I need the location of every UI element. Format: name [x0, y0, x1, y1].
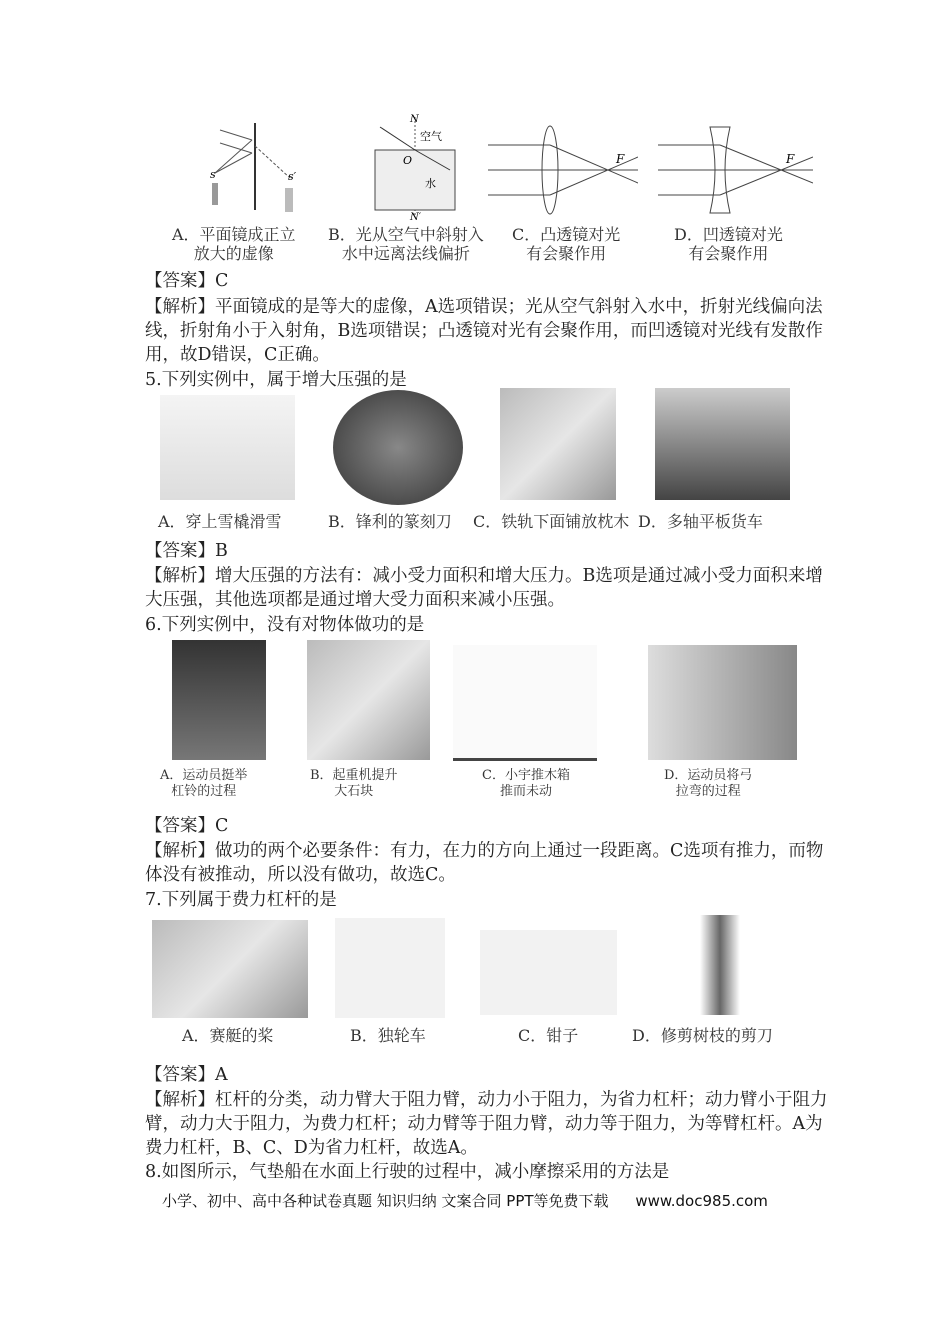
q4-answer: 【答案】C — [145, 271, 229, 291]
caption-line: A．运动员挺举 — [160, 768, 248, 783]
q8-question: 8.如图所示，气垫船在水面上行驶的过程中，减小摩擦采用的方法是 — [145, 1162, 670, 1182]
refraction-diagram — [370, 112, 460, 222]
plane-mirror-diagram — [200, 118, 310, 213]
q4-caption-a — [172, 225, 296, 263]
q7-analysis-line: 臂，动力大于阻力，为费力杠杆；动力臂等于阻力臂，动力等于阻力，为等臂杠杆。A为 — [145, 1114, 823, 1134]
q6-question: 6.下列实例中，没有对物体做功的是 — [145, 615, 425, 635]
q5-caption-b: B．锋利的篆刻刀 — [328, 512, 452, 531]
q5-answer: 【答案】B — [145, 541, 228, 561]
q6-caption-b — [310, 768, 398, 800]
q5-caption-c: C．铁轨下面铺放枕木 — [473, 512, 630, 531]
convex-lens-diagram — [488, 125, 638, 215]
q6-caption-d — [664, 768, 752, 800]
truck-wheels-photo — [655, 388, 790, 500]
caption-line: 杠铃的过程 — [171, 784, 237, 799]
svg-text:水: 水 — [425, 177, 436, 190]
wheelbarrow-drawing — [335, 918, 445, 1018]
q5-analysis-line: 【解析】增大压强的方法有：减小受力面积和增大压力。B选项是通过减小受力面积来增 — [145, 566, 823, 586]
pushing-box-drawing — [453, 645, 597, 761]
q7-caption-c: C．钳子 — [518, 1026, 579, 1045]
caption-line: 放大的虚像 — [193, 244, 274, 263]
caption-line: B．光从空气中斜射入 — [328, 225, 484, 244]
caption-line: B．起重机提升 — [310, 768, 398, 783]
carving-knife-photo — [333, 390, 463, 505]
caption-line: D．运动员将弓 — [664, 768, 753, 783]
footer-text: 小学、初中、高中各种试卷真题 知识归纳 文案合同 PPT等免费下载 — [162, 1192, 609, 1210]
concave-lens-diagram — [658, 125, 813, 215]
q6-caption-c — [482, 768, 570, 800]
q4-analysis-line: 线，折射角小于入射角，B选项错误；凸透镜对光有会聚作用，而凹透镜对光线有发散作 — [145, 321, 823, 341]
shears-drawing — [700, 915, 740, 1015]
caption-line: 大石块 — [334, 784, 374, 799]
caption-line: A．平面镜成正立 — [172, 225, 296, 244]
svg-text:s′: s′ — [288, 170, 297, 183]
crane-photo — [307, 640, 430, 760]
q5-analysis-line: 大压强，其他选项都是通过增大受力面积来减小压强。 — [145, 590, 565, 610]
q4-caption-c — [512, 225, 620, 263]
svg-text:N′: N′ — [410, 212, 422, 222]
q6-analysis-line: 体没有被推动，所以没有做功，故选C。 — [145, 865, 456, 885]
rowing-photo — [152, 920, 308, 1018]
q7-answer: 【答案】A — [145, 1065, 228, 1085]
skiing-photo — [160, 395, 295, 500]
q5-question: 5.下列实例中，属于增大压强的是 — [145, 370, 407, 390]
footer-link[interactable]: www.doc985.com — [635, 1192, 768, 1210]
q7-caption-a: A．赛艇的桨 — [182, 1026, 274, 1045]
caption-line: 推而未动 — [499, 784, 552, 799]
weightlifter-photo — [172, 640, 266, 760]
q7-analysis-line: 费力杠杆，B、C、D为省力杠杆，故选A。 — [145, 1138, 478, 1158]
svg-text:F: F — [786, 152, 795, 166]
q6-caption-a — [160, 768, 247, 800]
q6-analysis-line: 【解析】做功的两个必要条件：有力，在力的方向上通过一段距离。C选项有推力，而物 — [145, 841, 824, 861]
q4-caption-b — [328, 225, 484, 263]
q7-caption-b: B．独轮车 — [350, 1026, 426, 1045]
q4-analysis-line: 用，故D错误，C正确。 — [145, 345, 330, 365]
svg-text:F: F — [616, 152, 625, 166]
caption-line: 有会聚作用 — [688, 244, 769, 263]
caption-line: 水中远离法线偏折 — [341, 244, 470, 263]
q4-caption-d — [674, 225, 783, 263]
q7-analysis-line: 【解析】杠杆的分类，动力臂大于阻力臂，动力小于阻力，为省力杠杆；动力臂小于阻力 — [145, 1090, 828, 1110]
svg-text:N: N — [410, 114, 419, 125]
svg-text:空气: 空气 — [420, 130, 442, 143]
caption-line: C．凸透镜对光 — [512, 225, 621, 244]
caption-line: 有会聚作用 — [526, 244, 607, 263]
railway-photo — [500, 388, 616, 500]
q7-question: 7.下列属于费力杠杆的是 — [145, 890, 337, 910]
svg-text:s: s — [210, 168, 216, 181]
q6-answer: 【答案】C — [145, 816, 229, 836]
footer — [162, 1190, 772, 1211]
caption-line: 拉弯的过程 — [675, 784, 741, 799]
q7-caption-d: D．修剪树枝的剪刀 — [632, 1026, 773, 1045]
q5-caption-a: A．穿上雪橇滑雪 — [158, 512, 282, 531]
archer-photo — [648, 645, 797, 760]
caption-line: C．小宇推木箱 — [482, 768, 570, 783]
caption-line: D．凹透镜对光 — [674, 225, 783, 244]
pliers-drawing — [480, 930, 617, 1015]
q5-caption-d: D．多轴平板货车 — [638, 512, 763, 531]
q4-analysis-line: 【解析】平面镜成的是等大的虚像，A选项错误；光从空气斜射入水中，折射光线偏向法 — [145, 297, 823, 317]
svg-text:O: O — [403, 154, 413, 167]
